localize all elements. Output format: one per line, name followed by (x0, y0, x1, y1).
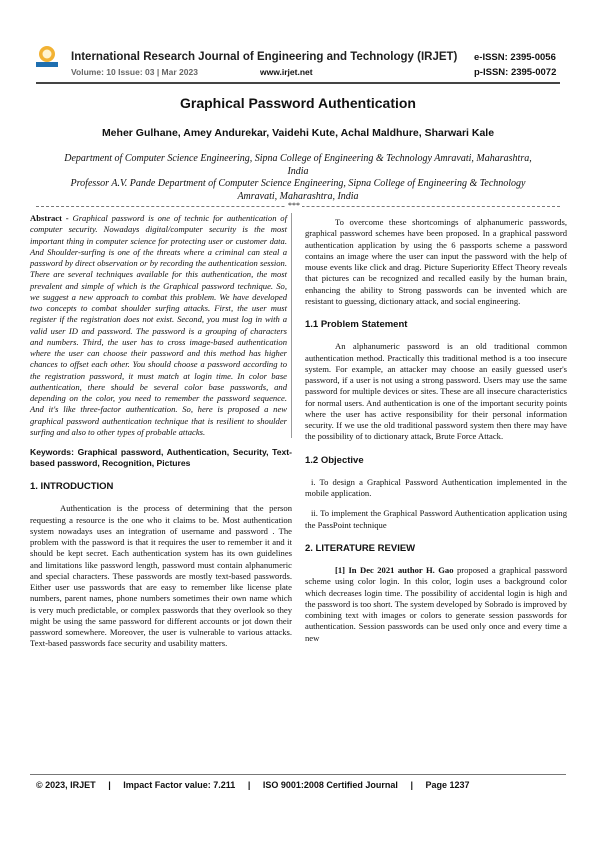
literature-ref-label: [1] In Dec 2021 author H. Gao (335, 565, 454, 575)
right-column (305, 217, 567, 644)
affiliation-professor: Professor A.V. Pande Department of Computer Science Engineering, Sipna College of Engineering & Technology Amravati, Maharashtra, India (70, 178, 526, 202)
introduction-text: Authentication is the process of determining that the person requesting a resource is the one who it claims to be. Most authentication system nowadays uses an integration of username and password . The problem with the password is that it requires the user to remember it and it should be kept secret. Each authentication system has its own guidelines and limitations like password length, password must contain alphanumeric and special characters. These passwords are mostly text-based passwords. Either user use passwords that are easy to remember like license plate numbers, parent names, phone numbers sometimes their own name which is very much predictable, or complex passwords that they overlook so they might be using the same password for different accounts or jot down their password somewhere. Moreover, the user is vulnerable to various attacks. Text-based passwords face security and usability matters. (30, 503, 292, 649)
affiliation (60, 153, 536, 203)
separator-stars: *** (288, 201, 300, 210)
objective-item-2: ii. To implement the Graphical Password Authentication application using the PassPoint technique (305, 508, 567, 530)
header-rule (36, 82, 560, 84)
paper-title: Graphical Password Authentication (180, 95, 416, 111)
section-heading-objective: 1.2 Objective (305, 454, 364, 466)
affiliation-dept: Department of Computer Science Engineering, Sipna College of Engineering & Technology Amravati, Maharashtra, India (64, 153, 532, 177)
volume-issue: Volume: 10 Issue: 03 | Mar 2023 (71, 67, 198, 77)
problem-statement-text: An alphanumeric password is an old traditional common authentication method. Practically this traditional method is a too insecure system. For example, an attacker may choose an easily guessed user's password, if a user is not using a strong password. Users may use the same password for multiple devices or sites. These are all insecure characteristics for normal users. And authentication is one of the important security points where the user has active responsibility for their personal information security. If we use the old traditional password system then there may have the possibility of to dictionary attack, Brute Force Attack. (305, 341, 567, 442)
pissn: p-ISSN: 2395-0072 (474, 67, 557, 78)
footer-separator: | (410, 780, 413, 790)
keywords-text: Graphical password, Authentication, Security, Text-based password, Recognition, Pictures (30, 447, 292, 468)
footer (36, 780, 480, 790)
abstract-label: Abstract - (30, 213, 69, 223)
footer-separator: | (247, 780, 251, 790)
overview-paragraph: To overcome these shortcomings of alphanumeric passwords, graphical password schemes have been proposed. In a graphical password authentication application by using the 6 passports scheme a password contains an image where the user can input the password with the help of mouse events like click and drag. Picture Superiority Effect Theory reveals that pictures can be recognized and recalled easily by the human brain, enhancing the ability to Strong passwords can be invented which are resistant to guessing, dictionary attack, and social engineering. (305, 217, 567, 306)
literature-review-text (305, 565, 567, 644)
journal-name: International Research Journal of Engineering and Technology (IRJET) (71, 51, 458, 63)
footer-page-number: Page 1237 (425, 780, 470, 790)
section-heading-literature-review: 2. LITERATURE REVIEW (305, 542, 416, 554)
footer-impact-factor: Impact Factor value: 7.211 (123, 780, 236, 790)
journal-url[interactable]: www.irjet.net (260, 67, 313, 77)
abstract-text: Graphical password is one of technic for authentication of computer security. Nowadays digital/computer security is the most important thing in computer science for protecting user or customer data. And Shoulder-surfing is one of the threats where a criminal can steal a password by direct observation or by recording the authentication session. There are several techniques available for this authentication, the most prevalent and simple of which is the Graphical password technique. So, we suggest a new approach to combat this problem. We have developed two concepts to combat shoulder surfing attacks. First, the user must register if the registration does not exist. Second, you must log in with a valid user ID and password. The password is a grouping of characters and numbers. Third, the user has to cross image-based authentication where the user can choose their password and this method has higher chances to offset each other. You should choose a password according to the registration password, it must match at login time. In color base authentication, there should be several color base passwords, and depending on the color, you need to remember the password sequence. And it's like three-factor authentication. So, here is proposed a new graphical password authentication technique that is resilient to shoulder surfing and also to other types of probable attacks. (30, 213, 287, 437)
keywords (30, 447, 292, 469)
section-heading-introduction: 1. INTRODUCTION (30, 481, 114, 492)
authors: Meher Gulhane, Amey Andurekar, Vaidehi Kute, Achal Maldhure, Sharwari Kale (101, 127, 495, 139)
footer-copyright: © 2023, IRJET (36, 780, 96, 790)
eissn: e-ISSN: 2395-0056 (474, 52, 556, 63)
literature-ref-text: proposed a graphical password scheme using color login. In this color, login uses a background color which decreases login time. The possibility of accidental login is high and the password is too short. The system developed by Sobrado is improved by combining text with images or colors to generate session passwords for authentication. Session passwords can be used only once and every time a new (305, 565, 567, 643)
section-heading-problem-statement: 1.1 Problem Statement (305, 319, 408, 330)
objective-item-1: i. To design a Graphical Password Authentication implemented in the mobile application. (305, 476, 567, 498)
keywords-label: Keywords: (30, 447, 74, 457)
footer-separator: | (108, 780, 111, 790)
footer-rule (30, 774, 566, 775)
abstract (30, 213, 292, 438)
footer-iso: ISO 9001:2008 Certified Journal (262, 780, 398, 790)
left-column (30, 213, 292, 650)
irjet-logo (36, 45, 58, 67)
